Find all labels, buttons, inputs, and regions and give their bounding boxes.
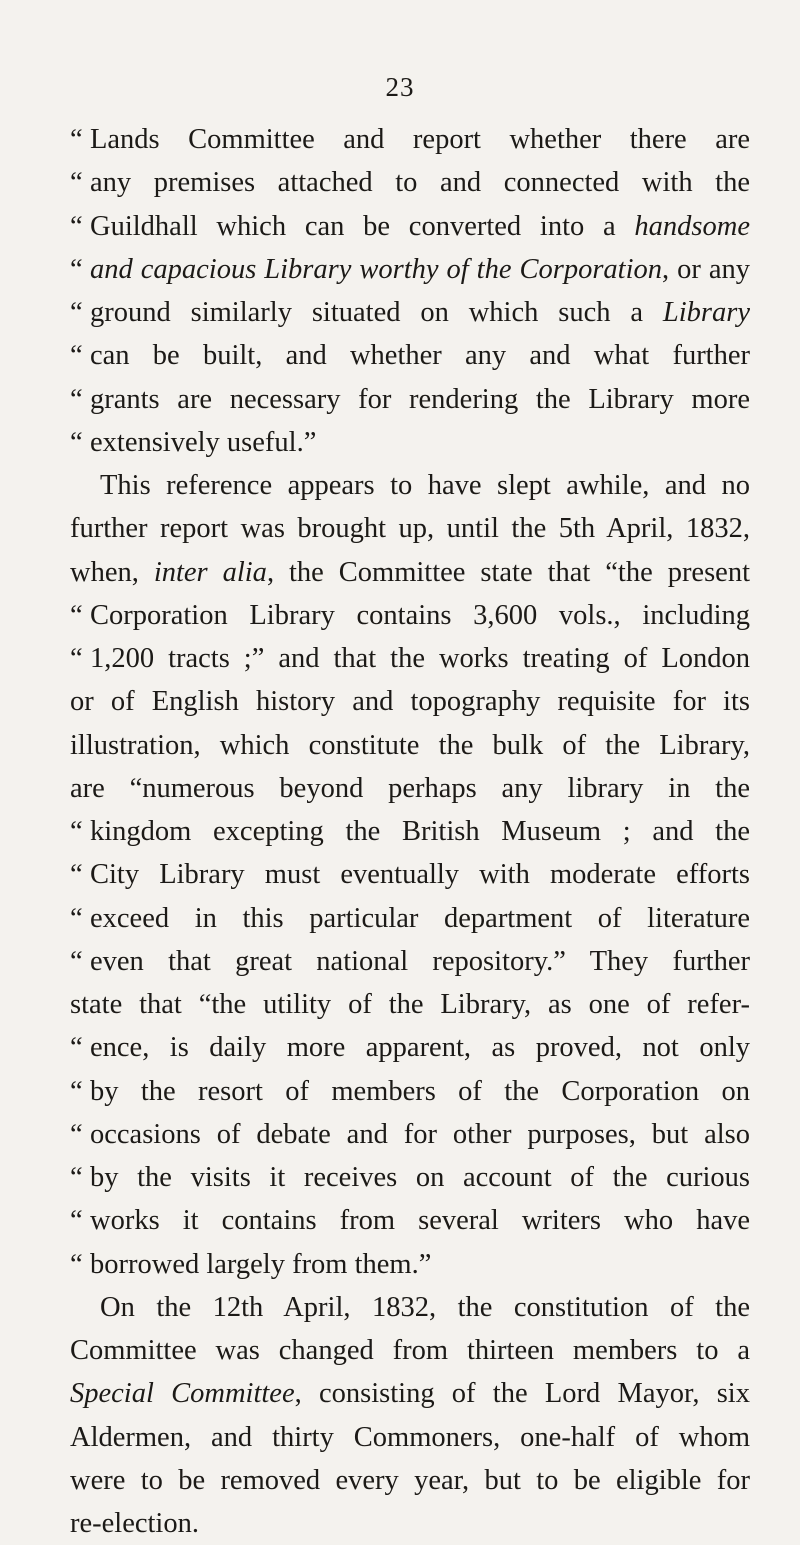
text-line: “ and capacious Library worthy of the Corporation, or any [70, 248, 750, 291]
text-line: “ City Library must eventually with moderate efforts [70, 853, 750, 896]
text-line: state that “the utility of the Library, as one of refer- [70, 989, 750, 1020]
italic-phrase: handsome [634, 210, 750, 242]
text-line: when, inter alia, the Committee state that “the present [70, 556, 750, 588]
text-line: “ works it contains from several writers who have [70, 1199, 750, 1242]
text-line: “ any premises attached to and connected with the [70, 161, 750, 204]
text-line: illustration, which constitute the bulk of the Library, [70, 729, 750, 761]
text-line: “ ence, is daily more apparent, as proved, not only [70, 1026, 750, 1069]
italic-phrase: Special Committee [70, 1378, 295, 1410]
text-line: were to be removed every year, but to be eligible for [70, 1464, 750, 1496]
text-line: “ by the visits it receives on account of the curious [70, 1156, 750, 1199]
paragraph-start: This reference appears to have slept awhile, and no [100, 470, 750, 501]
text-line: re-election. [70, 1508, 199, 1539]
text-line: “ 1,200 tracts ;” and that the works treating of London [70, 637, 750, 680]
text-line: Committee was changed from thirteen members to a [70, 1335, 750, 1366]
text-line: “ grants are necessary for rendering the Library more [70, 378, 750, 421]
paragraph-start: On the 12th April, 1832, the constitution of the [100, 1291, 750, 1323]
italic-phrase: Library [662, 297, 750, 328]
italic-phrase: inter alia [153, 556, 267, 588]
text-line: “ Guildhall which can be converted into a handsome [70, 205, 750, 248]
page-number: 23 [385, 72, 415, 102]
text-line: “ exceed in this particular department of literature [70, 897, 750, 940]
text-line: “ extensively useful.” [70, 421, 750, 464]
text-line: “ Lands Committee and report whether there are [70, 118, 750, 161]
text-line: “ borrowed largely from them.” [70, 1243, 750, 1286]
text-line: Special Committee, consisting of the Lord Mayor, six [70, 1378, 750, 1410]
italic-phrase: and capacious Library worthy of the Corporation [90, 253, 663, 285]
text-line: or of English history and topography requisite for its [70, 686, 750, 718]
body-text [70, 118, 750, 1545]
text-line: “ can be built, and whether any and what further [70, 334, 750, 377]
text-line: “ ground similarly situated on which such a Library [70, 291, 750, 334]
text-line: “ Corporation Library contains 3,600 vols., including [70, 594, 750, 637]
text-line: further report was brought up, until the 5th April, 1832, [70, 513, 750, 545]
text-line: Aldermen, and thirty Commoners, one-half of whom [70, 1421, 750, 1453]
text-line: are “numerous beyond perhaps any library in the [70, 772, 750, 804]
text-line: “ kingdom excepting the British Museum ; and the [70, 810, 750, 853]
text-line: “ occasions of debate and for other purposes, but also [70, 1113, 750, 1156]
text-line: “ even that great national repository.” They further [70, 940, 750, 983]
text-line: “ by the resort of members of the Corporation on [70, 1070, 750, 1113]
